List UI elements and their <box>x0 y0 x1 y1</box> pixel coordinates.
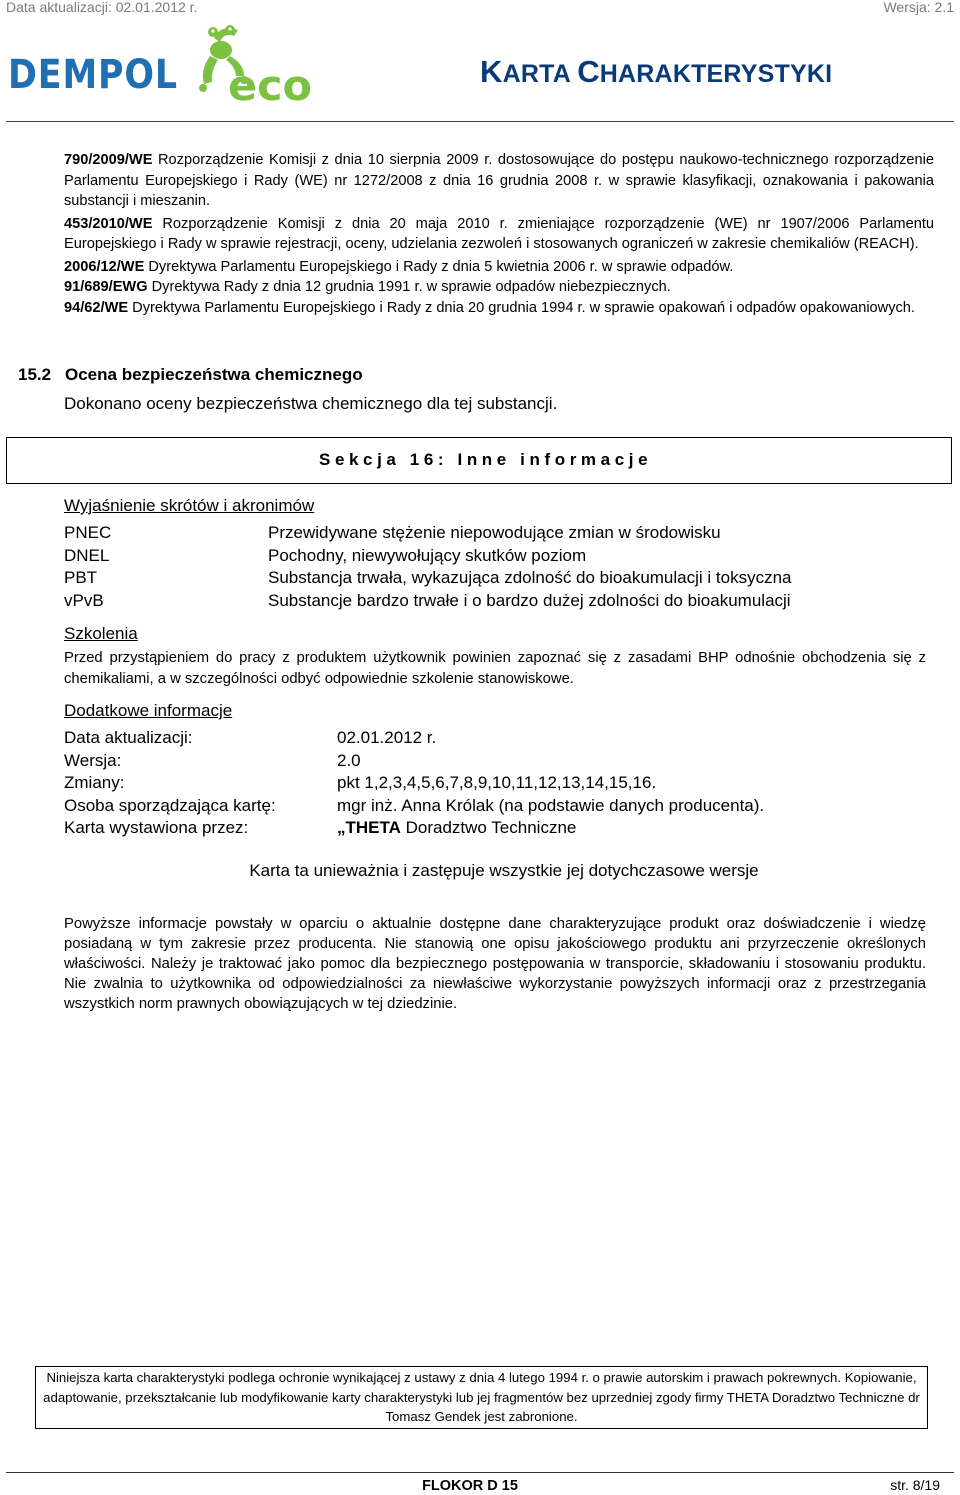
abbreviations-heading: Wyjaśnienie skrótów i akronimów <box>64 496 315 515</box>
section-number: 15.2 <box>18 365 52 384</box>
abbreviation-description: Przewidywane stężenie niepowodujące zmian w środowisku <box>268 523 721 542</box>
abbreviation-description: Pochodny, niewywołujący skutków poziom <box>268 545 587 565</box>
training-text: Przed przystąpieniem do pracy z produktem użytkownik powinien zapoznać się z zasadami BHP odnośnie obchodzenia się z chemikaliami, a w szczególności odbyć odpowiednie szkolenie stanowiskowe. <box>64 650 926 687</box>
regulation-item: 94/62/WE Dyrektywa Parlamentu Europejskiego i Rady z dnia 20 grudnia 1994 r. w sprawie opakowań i odpadów opakowaniowych. <box>64 299 915 316</box>
abbreviation-description: Substancja trwała, wykazująca zdolność do bioakumulacji i toksyczna <box>268 568 792 587</box>
abbreviation-term: DNEL <box>64 545 110 565</box>
regulation-item: 2006/12/WE Dyrektywa Parlamentu Europejskiego i Rady z dnia 5 kwietnia 2006 r. w sprawie odpadów. <box>64 258 734 275</box>
section-15-2-heading <box>18 365 363 385</box>
section-16-title: Sekcja 16: Inne informacje <box>319 450 653 469</box>
logo-text-eco: eco <box>228 61 312 110</box>
additional-info-heading: Dodatkowe informacje <box>64 701 233 720</box>
footer-divider <box>6 1472 954 1473</box>
update-date-header: Data aktualizacji: 02.01.2012 r. <box>6 0 198 15</box>
company-logo <box>8 18 318 118</box>
dempol-eco-logo-graphic <box>8 18 318 118</box>
regulation-item: 790/2009/WE Rozporządzenie Komisji z dnia 10 sierpnia 2009 r. dostosowujące do postępu naukowo-technicznego rozporządzenie Parlamentu Europejskiego i Rady (WE) nr 1272/2008 z dnia 16 grudnia 2008 r. w sprawie klasyfikacji, oznakowania i pakowania substancji i mieszanin. <box>64 152 934 209</box>
version-header: Wersja: 2.1 <box>883 0 954 15</box>
document-title: KARTA CHARAKTERYSTYKI <box>480 54 833 89</box>
abbreviation-term: vPvB <box>64 590 104 610</box>
product-name: FLOKOR D 15 <box>422 1478 518 1494</box>
section-15-2-body: Dokonano oceny bezpieczeństwa chemicznego dla tej substancji. <box>64 394 558 413</box>
regulation-item: 453/2010/WE Rozporządzenie Komisji z dnia 20 maja 2010 r. zmieniające rozporządzenie (WE) nr 1907/2006 Parlamentu Europejskiego i Rady w sprawie rejestracji, oceny, udzielania zezwoleń i stosowanych ograniczeń w zakresie chemikaliów (REACH). <box>64 215 934 252</box>
info-value: 02.01.2012 r. <box>337 728 437 747</box>
abbreviation-description: Substancje bardzo trwałe i o bardzo dużej zdolności do bioakumulacji <box>268 590 791 610</box>
annulment-note: Karta ta unieważnia i zastępuje wszystkie jej dotychczasowe wersje <box>249 861 759 880</box>
regulation-item: 91/689/EWG Dyrektywa Rady z dnia 12 grudnia 1991 r. w sprawie odpadów niebezpiecznych. <box>64 279 671 295</box>
info-label: Karta wystawiona przez: <box>64 818 249 837</box>
copyright-notice: Niniejsza karta charakterystyki podlega ochronie wynikającej z ustawy z dnia 4 lutego 1994 r. o prawie autorskim i prawach pokrewnych. Kopiowanie, adaptowanie, przekształcanie lub modyfikowanie karty charakterystyki lub jej fragmentów bez uprzedniej zgody firmy THETA Doradztwo Techniczne dr Tomasz Gendek jest zabronione. <box>43 1370 920 1424</box>
training-heading: Szkolenia <box>64 624 138 643</box>
info-value: mgr inż. Anna Królak (na podstawie danych producenta). <box>337 795 765 815</box>
info-label: Data aktualizacji: <box>64 728 193 747</box>
abbreviation-term: PBT <box>64 568 98 587</box>
logo-text-dempol: DEMPOL <box>8 52 178 98</box>
regulations-list <box>64 150 934 318</box>
abbreviation-term: PNEC <box>64 523 112 542</box>
info-label: Wersja: <box>64 750 122 770</box>
info-label: Zmiany: <box>64 773 125 792</box>
disclaimer-text: Powyższe informacje powstały w oparciu o aktualnie dostępne dane charakteryzujące produkt oraz doświadczenie i wiedzę posiadaną w tym zakresie przez producenta. Nie stanowią one opisu jakościowego produktu ani przyrzeczenie określonych właściwości. Należy je traktować jako pomoc dla bezpiecznego postępowania w transporcie, składowaniu i stosowaniu produktu. Nie zwalnia to użytkownika od odpowiedzialności za niewłaściwe wykorzystanie powyższych informacji oraz z przestrzegania wszystkich norm prawnych obowiązujących w tej dziedzinie. <box>64 916 926 1012</box>
page-number: str. 8/19 <box>890 1477 940 1493</box>
issuer-company-name: „THETA <box>337 818 401 837</box>
info-value: pkt 1,2,3,4,5,6,7,8,9,10,11,12,13,14,15,16. <box>337 773 657 792</box>
section-title: Ocena bezpieczeństwa chemicznego <box>65 365 363 384</box>
section-16-header-box <box>6 437 952 484</box>
page-header-bar <box>6 0 954 14</box>
info-value: „THETA Doradztwo Techniczne <box>337 818 577 837</box>
info-value: 2.0 <box>337 750 361 770</box>
copyright-notice-box <box>35 1366 928 1429</box>
info-label: Osoba sporządzająca kartę: <box>64 795 276 815</box>
header-divider <box>6 121 954 122</box>
